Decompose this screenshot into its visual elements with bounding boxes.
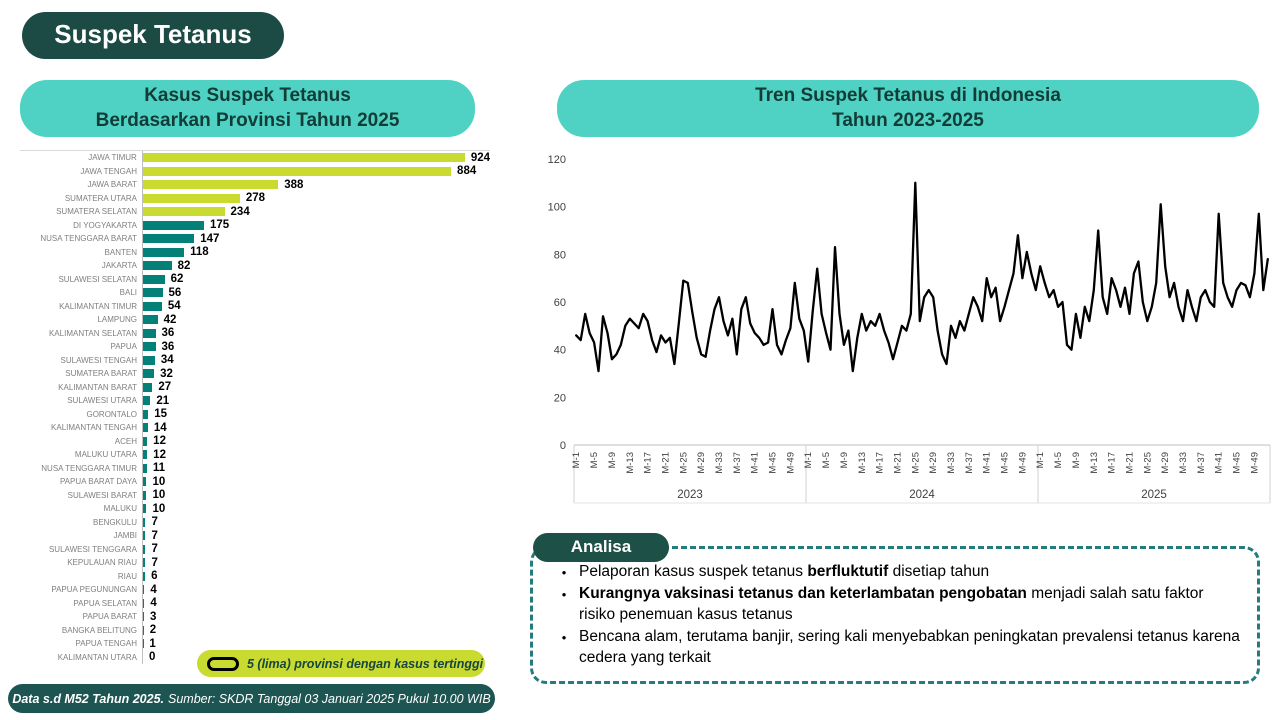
bar-row [20,529,490,543]
x-tick-label: M-45 [999,452,1011,474]
bar-row [20,313,490,327]
bar-cell [142,367,490,381]
bar-cell [142,273,490,287]
bar-value-label: 34 [160,354,174,367]
province-label: PAPUA BARAT [82,612,137,622]
bar-row [20,259,490,273]
page-title: Suspek Tetanus [22,12,284,59]
x-tick-label: M-13 [624,452,636,474]
province-label: RIAU [117,571,137,581]
bar-cell [142,219,490,233]
province-bar [143,167,451,176]
trend-line [576,183,1268,371]
bar-value-label: 4 [150,583,157,596]
bar-row [20,165,490,179]
bar-row [20,286,490,300]
bar-value-label: 21 [156,394,170,407]
y-tick-label: 40 [553,344,566,357]
province-bar [143,585,144,594]
bar-value-label: 884 [457,165,477,178]
bar-row [20,327,490,341]
year-label: 2025 [1141,489,1167,501]
province-bar [143,207,225,216]
bar-value-label: 7 [151,556,158,569]
bar-value-label: 6 [151,570,158,583]
bar-cell [142,165,490,179]
province-label: SUMATERA BARAT [65,369,137,379]
bar-value-label: 147 [200,232,220,245]
bar-cell [142,556,490,570]
trend-chart-title [557,80,1259,137]
bar-value-label: 234 [230,205,250,218]
bullet-text-bold: Kurangnya vaksinasi tetanus dan keterlambatan pengobatan [579,585,1027,603]
province-bar [143,531,145,540]
x-tick-label: M-29 [696,452,708,474]
province-bar [143,194,240,203]
province-bar [143,545,145,554]
province-bar [143,329,156,338]
bar-row [20,219,490,233]
bar-value-label: 175 [209,219,230,232]
bar-value-label: 10 [152,489,166,502]
x-tick-label: M-29 [928,452,940,474]
province-label: KALIMANTAN UTARA [57,652,137,662]
province-label: BALI [119,288,137,298]
province-bar [143,302,162,311]
bar-cell [142,489,490,503]
bar-row [20,381,490,395]
x-tick-label: M-9 [606,452,618,469]
bar-value-label: 7 [151,529,158,542]
x-tick-label: M-17 [1106,452,1118,474]
bar-cell [142,327,490,341]
bullet-text-segment: Pelaporan kasus suspek tetanus [579,563,808,580]
bar-row [20,637,490,651]
province-bar [143,369,154,378]
bar-value-label: 36 [161,340,175,353]
bullet-text [579,627,1241,668]
bullet-text [579,562,989,582]
bar-cell [142,435,490,449]
footer-source: Sumber: SKDR Tanggal 03 Januari 2025 Pukul 10.00 WIB [168,691,491,706]
bar-value-label: 56 [168,286,182,299]
bar-row [20,543,490,557]
bar-cell [142,394,490,408]
province-bar [143,221,204,230]
bar-value-label: 27 [158,381,172,394]
province-label: PAPUA SELATAN [73,598,137,608]
x-tick-label: M-41 [1213,452,1225,474]
bar-row [20,394,490,408]
province-label: GORONTALO [86,409,137,419]
analisa-box [530,537,1260,684]
bar-value-label: 10 [152,475,166,488]
province-label: JAMBI [113,531,137,541]
province-bar [143,234,194,243]
province-bar [143,612,144,621]
bar-value-label: 62 [170,273,184,286]
y-tick-label: 20 [553,392,566,405]
bar-row [20,354,490,368]
x-tick-label: M-45 [1231,452,1243,474]
bar-cell [142,421,490,435]
province-label: SULAWESI BARAT [67,490,137,500]
year-label: 2023 [677,489,703,501]
bar-value-label: 118 [190,246,209,259]
bar-row [20,489,490,503]
province-label: MALUKU [103,504,137,514]
province-bar [143,450,147,459]
bar-cell [142,597,490,611]
province-bar [143,423,148,432]
bar-cell [142,340,490,354]
bar-row [20,610,490,624]
bar-row [20,502,490,516]
x-tick-label: M-21 [660,452,672,474]
bullet-text-segment: menjadi salah satu faktor risiko penemuan kasus tetanus [579,585,1204,623]
bar-cell [142,583,490,597]
bar-row [20,556,490,570]
province-bar [143,261,172,270]
bar-row [20,340,490,354]
x-tick-label: M-5 [1053,452,1065,469]
x-tick-label: M-49 [1017,452,1029,474]
bar-cell [142,543,490,557]
province-label: KEPULAUAN RIAU [67,558,137,568]
bar-cell [142,300,490,314]
bar-cell [142,529,490,543]
bar-value-label: 4 [150,597,157,610]
bar-cell [142,408,490,422]
province-bar [143,396,150,405]
province-label: BANTEN [104,247,137,257]
bullet-text-segment: disetiap tahun [888,563,990,580]
province-label: JAWA TENGAH [80,166,137,176]
province-bar [143,491,146,500]
bar-row [20,435,490,449]
x-tick-label: M-13 [856,452,868,474]
bar-cell [142,624,490,638]
bar-row [20,367,490,381]
x-tick-label: M-49 [1249,452,1261,474]
x-tick-label: M-25 [910,452,922,474]
bar-value-label: 7 [151,543,158,556]
province-label: NUSA TENGGARA TIMUR [41,463,137,473]
bar-cell [142,178,490,192]
bar-cell [142,610,490,624]
bar-value-label: 1 [149,637,156,650]
year-label: 2024 [909,489,935,501]
province-bar [143,599,144,608]
bar-value-label: 3 [150,610,157,623]
y-tick-label: 0 [559,440,566,452]
bar-row [20,421,490,435]
province-label: DI YOGYAKARTA [73,220,137,230]
x-tick-label: M-21 [1124,452,1136,474]
bar-value-label: 7 [151,516,158,529]
bar-cell [142,570,490,584]
province-bar [143,464,147,473]
bar-row [20,273,490,287]
bar-cell [142,475,490,489]
bar-row [20,448,490,462]
bar-cell [142,637,490,651]
province-bar [143,383,152,392]
province-label: JAKARTA [101,261,137,271]
province-label: PAPUA [110,342,137,352]
bar-row [20,475,490,489]
province-bar [143,504,146,513]
x-tick-label: M-21 [892,452,904,474]
bar-row [20,408,490,422]
bar-value-label: 12 [153,435,166,448]
bullet-icon: • [561,565,567,580]
bar-cell [142,381,490,395]
x-tick-label: M-1 [1035,452,1047,469]
province-label: PAPUA BARAT DAYA [59,477,137,487]
bar-row [20,151,490,165]
province-label: PAPUA PEGUNUNGAN [51,585,137,595]
province-label: KALIMANTAN BARAT [58,382,137,392]
bar-chart-title-line2: Berdasarkan Provinsi Tahun 2025 [95,109,400,131]
bar-chart-legend [197,650,485,677]
province-label: KALIMANTAN TENGAH [51,423,137,433]
trend-line-chart [540,148,1280,516]
bar-cell [142,516,490,530]
province-label: BANGKA BELITUNG [61,625,137,635]
analisa-bullet-list [549,562,1241,668]
bar-value-label: 2 [149,624,157,637]
bar-cell [142,259,490,273]
x-tick-label: M-1 [571,452,583,469]
province-bar [143,315,158,324]
bar-row [20,597,490,611]
x-tick-label: M-33 [946,452,957,474]
bar-chart-title [20,80,475,137]
province-label: SUMATERA SELATAN [56,207,137,217]
analisa-bullet-item [549,627,1241,668]
data-source-footer [8,684,495,713]
bar-cell [142,448,490,462]
x-tick-label: M-49 [785,452,797,474]
bar-cell [142,502,490,516]
analisa-header: Analisa [533,533,669,562]
bar-value-label: 278 [245,192,266,205]
x-tick-label: M-37 [963,452,975,474]
bullet-icon: • [561,630,567,646]
legend-label: 5 (lima) provinsi dengan kasus tertinggi [247,656,484,671]
analisa-bullet-item [549,584,1241,625]
bar-value-label: 42 [163,313,177,326]
bar-row [20,624,490,638]
y-tick-label: 120 [547,154,566,166]
bar-value-label: 54 [167,300,181,313]
province-label: BENGKULU [92,517,137,527]
trend-chart-title-line2: Tahun 2023-2025 [832,109,984,131]
province-label: KALIMANTAN TIMUR [59,301,137,311]
bar-cell [142,192,490,206]
x-tick-label: M-41 [981,452,993,474]
x-tick-label: M-41 [749,452,761,474]
province-label: SUMATERA UTARA [64,193,137,203]
bar-value-label: 32 [160,367,173,380]
province-bar [143,518,145,527]
bullet-text-bold: berfluktutif [807,563,889,580]
bar-value-label: 14 [153,421,167,434]
x-tick-label: M-5 [589,452,601,469]
bullet-text [579,584,1241,625]
province-bar [143,572,145,581]
province-label: LAMPUNG [97,315,137,325]
province-bar [143,275,165,284]
y-tick-label: 80 [553,249,566,262]
bar-value-label: 11 [152,462,165,475]
province-bar [143,356,155,365]
analisa-bullet-item [549,562,1241,582]
highlight-oval-icon [207,657,239,671]
y-tick-label: 100 [547,201,566,214]
x-tick-label: M-33 [1178,452,1189,474]
x-tick-label: M-37 [1195,452,1207,474]
bar-row [20,462,490,476]
footer-period: Data s.d M52 Tahun 2025. [12,691,165,706]
bar-cell [142,205,490,219]
bar-value-label: 10 [152,502,166,515]
x-tick-label: M-1 [803,452,815,469]
x-tick-label: M-5 [821,452,833,469]
bar-chart-title-line1: Kasus Suspek Tetanus [144,85,351,107]
province-bar-chart [20,150,490,664]
province-bar [143,153,465,162]
x-tick-label: M-25 [1142,452,1154,474]
bar-cell [142,462,490,476]
province-label: MALUKU UTARA [74,450,137,460]
province-bar [143,288,163,297]
trend-chart-title-line1: Tren Suspek Tetanus di Indonesia [755,85,1061,107]
bullet-text-segment: Bencana alam, terutama banjir, sering kali menyebabkan peningkatan prevalensi tetanus karena cedera yang terkait [579,628,1240,666]
bar-row [20,178,490,192]
bar-value-label: 924 [470,151,490,164]
province-label: SULAWESI TENGGARA [48,544,137,554]
bar-row [20,232,490,246]
province-label: SULAWESI UTARA [67,396,137,406]
x-tick-label: M-25 [678,452,690,474]
bar-row [20,570,490,584]
bar-row [20,300,490,314]
province-label: JAWA BARAT [87,180,137,190]
bar-cell [142,232,490,246]
province-bar [143,410,148,419]
y-tick-label: 60 [553,297,566,309]
x-tick-label: M-33 [714,452,725,474]
bar-row [20,246,490,260]
bar-cell [142,246,490,260]
x-tick-label: M-9 [838,452,850,469]
province-bar [143,248,184,257]
bar-row [20,192,490,206]
x-tick-label: M-29 [1160,452,1172,474]
province-bar [143,342,156,351]
x-tick-label: M-17 [642,452,654,474]
bullet-icon: • [561,587,567,603]
bar-row [20,205,490,219]
province-bar [143,626,144,635]
province-label: KALIMANTAN SELATAN [48,328,137,338]
bar-row [20,583,490,597]
province-label: SULAWESI SELATAN [58,274,137,284]
bar-value-label: 15 [154,408,168,421]
province-bar [143,477,146,486]
province-bar [143,437,147,446]
bar-cell [142,354,490,368]
bar-value-label: 388 [284,178,304,191]
x-tick-label: M-45 [767,452,779,474]
province-label: SULAWESI TENGAH [60,355,137,365]
bar-value-label: 0 [149,651,156,664]
x-tick-label: M-17 [874,452,886,474]
bar-row [20,516,490,530]
x-tick-label: M-13 [1088,452,1100,474]
bar-value-label: 12 [153,448,166,461]
x-tick-label: M-9 [1070,452,1082,469]
province-label: PAPUA TENGAH [75,639,137,649]
bar-cell [142,313,490,327]
bar-cell [142,151,490,165]
province-bar [143,558,145,567]
bar-value-label: 36 [161,327,175,340]
x-tick-label: M-37 [731,452,743,474]
province-label: ACEH [114,436,137,446]
province-label: JAWA TIMUR [88,153,137,163]
bar-cell [142,286,490,300]
bar-value-label: 82 [177,259,191,272]
province-bar [143,180,278,189]
province-label: NUSA TENGGARA BARAT [40,234,137,244]
